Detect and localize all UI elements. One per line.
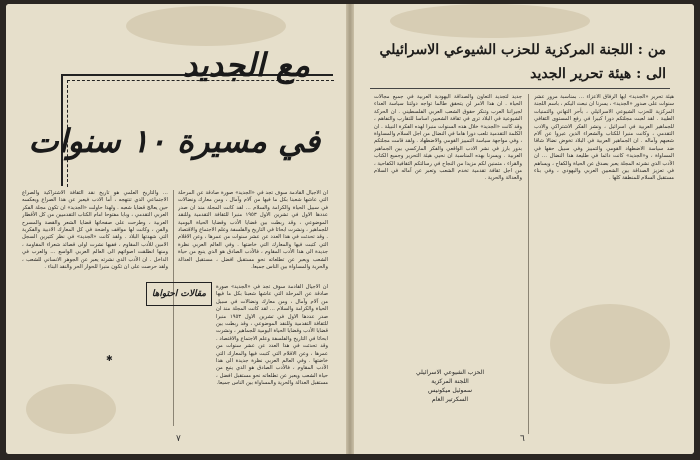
right-page bbox=[350, 4, 694, 454]
signature-block bbox=[400, 368, 500, 404]
highlight-box bbox=[146, 282, 212, 306]
section-star-icon: ✱ bbox=[106, 354, 113, 363]
signature-title: السكرتير العام bbox=[431, 396, 469, 403]
header-from: من : اللجنة المركزية للحزب الشيوعي الاسرائيلي bbox=[379, 42, 666, 58]
left-page bbox=[6, 4, 350, 454]
highlight-box-label: مقالات احتواها bbox=[151, 289, 207, 299]
signature-party: الحزب الشيوعي الاسرائيلي bbox=[415, 369, 485, 376]
article-title-line1: مع الجديد bbox=[182, 46, 310, 84]
column-divider bbox=[173, 190, 174, 426]
left-page-column-right: ان الاجيال القادمة سوف تجد في «الجديد» صورة صادقة عن المرحلة التي عاشها شعبنا بكل ما فيها من آلام وآمال ، ومن معارك ونضالات في سبيل الحياة والكرامة والسلام … لقد كانت المجلة منذ ان صدر عددها الاول في تشرين الاول ١٩٥٣ منبرا للثقافة التقدمية وللنقد الموضوعي ، وقد ربطت بين قضايا الأدب وقضايا الحياة اليومية للجماهير ، ونشرت ابحاثا في التاريخ والفلسفة وعلم الاجتماع والاقتصاد . وقد تحدثت في هذا العدد عن عشر سنوات من عمرها ، وعن الاقلام التي كتبت فيها والمعارك التي خاضتها . وفي العالم العربي نظرة جديدة الى هذا الأدب المقاوم ، فالأدب الصادق هو الذي ينبع من حياة الشعب ويعبر عن تطلعاته نحو مستقبل افضل ، مستقبل العدالة والحرية والمساواة بين الناس جميعا. bbox=[178, 190, 328, 271]
signature-name: سموئيل ميكونيس bbox=[427, 387, 473, 394]
signature-committee: اللجنة المركزية bbox=[431, 378, 469, 385]
book-spine bbox=[346, 4, 354, 454]
left-page-column-left: … والتاريخ العلمي هو تاريخ نقد الثقافة الاشتراكية والصراع الاجتماعي الذي تنتهجه ، أما الادب فيعبر عن هذا الصراع ويعكسه حين يعالج قضايا شعبه . ولهذا حاولت «الجديد» ان تكون مجلة الفكر العربي التقدمي ، وبابا مفتوحا امام الكتاب التقدميين من كل الأقطار العربية ، وطرحت على صفحاتها قضايا الشعر والقصة والمسرح والفن ، وكانت لها مواقف واضحة في كل المعارك الادبية والفكرية التي شهدتها البلاد . ولقد كانت «الجديد» في نظر كثيرين السجل الامين للأدب المقاوم ، ففيها نشرت اولى قصائد شعراء المقاومة ، ومنها انطلقت اصواتهم الى العالم العربي الواسع … والعرب في الداخل . ان الأدب الذي نشرته يعبر عن الجوهر الانساني للشعب ، ولقد حرصت على ان تكون منبرا للحوار الحر والنقد البناء . bbox=[22, 190, 168, 271]
header-rule bbox=[370, 88, 670, 89]
header-to: الى : هيئة تحرير الجديد bbox=[530, 66, 666, 82]
page-number: ٧ bbox=[176, 434, 181, 444]
left-page-column-right-continued: ان الاجيال القادمة سوف تجد في «الجديد» صورة صادقة عن المرحلة التي عاشها شعبنا بكل ما فيها من آلام وآمال ، ومن معارك ونضالات في سبيل الحياة والكرامة والسلام … لقد كانت المجلة منذ ان صدر عددها الاول في تشرين الاول ١٩٥٣ منبرا للثقافة التقدمية وللنقد الموضوعي ، وقد ربطت بين قضايا الأدب وقضايا الحياة اليومية للجماهير ، ونشرت ابحاثا في التاريخ والفلسفة وعلم الاجتماع والاقتصاد . وقد تحدثت في هذا العدد عن عشر سنوات من عمرها ، وعن الاقلام التي كتبت فيها والمعارك التي خاضتها . وفي العالم العربي نظرة جديدة الى هذا الأدب المقاوم ، فالأدب الصادق هو الذي ينبع من حياة الشعب ويعبر عن تطلعاته نحو مستقبل افضل ، مستقبل العدالة والحرية والمساواة بين الناس جميعا. bbox=[216, 284, 328, 387]
paper-stain bbox=[126, 6, 286, 46]
magazine-spread bbox=[6, 4, 694, 454]
right-page-column-left: جديد لتجديد التعاون والصداقة اليهودية العربية في جميع مجالات الحياة . ان هذا الامر لن يتحقق طالما تواجه دولتنا سياسة العداء لجيراننا العرب وتنكر حقوق الشعب العربي الفلسطيني . ان الحركة الشيوعية في البلاد ترى في ثقافة الشعبين اساسا للتقارب والتفاهم ، وقد كانت «الجديد» خلال هذه السنوات منبرا لهذه الفكرة النبيلة . ان الكلمة التقدمية تلعب دورا هاما في النضال من اجل السلام والمساواة ، وفي مواجهة سياسة التمييز القومي والاضطهاد . ولقد قامت مجلتكم بدور بارز في نشر الادب الواقعي والفكر الماركسي بين الجماهير العربية . ويسرنا بهذه المناسبة ان نحيي هيئة التحرير وجميع الكتاب والقراء ، متمنين لكم مزيدا من النجاح في رسالتكم الثقافية الكفاحية ، من اجل ثقافة تقدمية تخدم الشعب وتعبر عن آماله في السلام والعدالة والحرية . bbox=[374, 94, 522, 182]
page-number: ٦ bbox=[520, 434, 525, 444]
column-divider bbox=[528, 94, 529, 434]
paper-stain bbox=[390, 4, 590, 38]
article-title-line2: في مسيرة ١٠ سنوات bbox=[28, 122, 320, 160]
right-page-column-right: هيئة تحرير «الجديد» ايها الرفاق الاعزاء … بمناسبة مرور عشر سنوات على صدور «الجديد» ، يسرنا ان نبعث اليكم ، باسم اللجنة المركزية للحزب الشيوعي الاسرائيلي ، بأحر التهاني والتمنيات الطيبة . لقد لعبت مجلتكم دورا كبيرا في رفع المستوى الثقافي للجماهير العربية في اسرائيل ، ونشر الفكر الاشتراكي والادب التقدمي ، وكانت منبرا للكتاب والشعراء الذين عبروا عن آلام شعبهم وآماله . ان الجماهير العربية في البلاد تخوض نضالا شاقا ضد سياسة الاضطهاد القومي والتمييز وفي سبيل حقها في المساواة ، و«الجديد» كانت دائما في طليعة هذا النضال … ان الأدب الذي نشرته المجلة يعبر بصدق عن الحياة والكفاح ، ويساهم في تعزيز الصداقة بين الشعبين العربي واليهودي ، وفي بناء مستقبل السلام للمنطقة كلها . bbox=[534, 94, 674, 182]
